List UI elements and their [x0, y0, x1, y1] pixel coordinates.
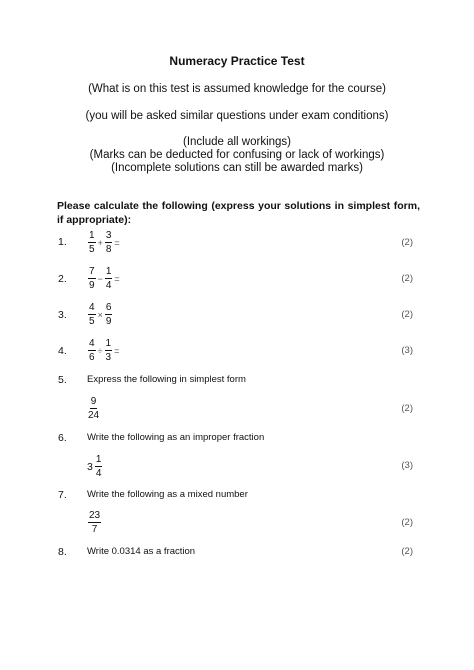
operator: ÷	[97, 345, 103, 356]
denominator: 9	[105, 316, 112, 327]
question-2-marks: (2)	[401, 273, 413, 284]
question-7-expression	[87, 510, 102, 535]
numerator: 6	[105, 302, 112, 313]
question-4-expression	[87, 338, 120, 363]
fraction	[88, 302, 96, 327]
numerator: 7	[89, 266, 95, 277]
equals-sign: =	[114, 345, 120, 356]
denominator: 4	[105, 280, 112, 291]
fraction	[95, 454, 103, 479]
equals-sign: =	[114, 237, 120, 248]
denominator: 5	[89, 244, 95, 255]
question-6-text: Write the following as an improper fraction	[87, 432, 265, 443]
question-1-number: 1.	[58, 236, 67, 248]
numerator: 1	[89, 230, 95, 241]
question-5-number: 5.	[58, 374, 67, 386]
question-7-text: Write the following as a mixed number	[87, 489, 248, 500]
denominator: 9	[89, 280, 95, 291]
numerator: 1	[105, 266, 112, 277]
question-8-text: Write 0.0314 as a fraction	[87, 546, 196, 557]
subtitle-exam-conditions: (you will be asked similar questions under exam conditions)	[85, 110, 389, 122]
question-3-number: 3.	[58, 309, 67, 321]
page-title: Numeracy Practice Test	[169, 54, 305, 68]
denominator: 6	[89, 352, 95, 363]
subtitle-include-workings: (Include all workings)	[182, 136, 291, 148]
fraction	[88, 230, 96, 255]
denominator: 7	[91, 524, 98, 535]
numerator: 9	[90, 396, 97, 407]
question-3-marks: (2)	[401, 309, 413, 320]
fraction	[105, 302, 113, 327]
equals-sign: =	[114, 273, 120, 284]
question-6-marks: (3)	[401, 460, 413, 471]
question-3-expression	[87, 302, 115, 327]
question-5-expression	[87, 396, 100, 421]
question-4-marks: (3)	[401, 345, 413, 356]
fraction	[88, 338, 96, 363]
denominator: 4	[95, 468, 102, 479]
question-1-marks: (2)	[401, 237, 413, 248]
whole-number: 3	[87, 460, 93, 473]
denominator: 5	[89, 316, 95, 327]
numerator: 3	[105, 230, 112, 241]
fraction	[105, 338, 113, 363]
subtitle-incomplete-solutions: (Incomplete solutions can still be awarded marks)	[111, 162, 363, 174]
numerator: 1	[95, 454, 102, 465]
denominator: 8	[105, 244, 112, 255]
fraction	[88, 510, 101, 535]
question-2-expression	[87, 266, 121, 291]
fraction	[88, 396, 99, 421]
question-4-number: 4.	[58, 345, 67, 357]
numerator: 4	[89, 302, 95, 313]
denominator: 3	[105, 352, 112, 363]
subtitle-assumed-knowledge: (What is on this test is assumed knowledge for the course)	[88, 83, 386, 95]
question-1-expression	[87, 230, 121, 255]
question-7-marks: (2)	[401, 517, 413, 528]
question-2-number: 2.	[58, 273, 67, 285]
subtitle-marks-deducted: (Marks can be deducted for confusing or lack of workings)	[89, 149, 385, 161]
question-6-expression	[87, 454, 103, 479]
instructions: Please calculate the following (express your solutions in simplest form, if appropriate):	[57, 200, 420, 226]
operator: ×	[97, 309, 103, 320]
operator: −	[97, 273, 103, 284]
question-8-number: 8.	[58, 546, 67, 558]
numerator: 4	[89, 338, 95, 349]
fraction	[105, 230, 113, 255]
question-8-marks: (2)	[401, 546, 413, 557]
question-5-text: Express the following in simplest form	[87, 374, 246, 385]
numerator: 1	[105, 338, 112, 349]
question-6-number: 6.	[58, 432, 67, 444]
fraction	[105, 266, 113, 291]
numerator: 23	[89, 510, 101, 521]
question-7-number: 7.	[58, 489, 67, 501]
fraction	[88, 266, 96, 291]
denominator: 24	[88, 410, 100, 421]
operator: +	[97, 237, 103, 248]
question-5-marks: (2)	[401, 403, 413, 414]
